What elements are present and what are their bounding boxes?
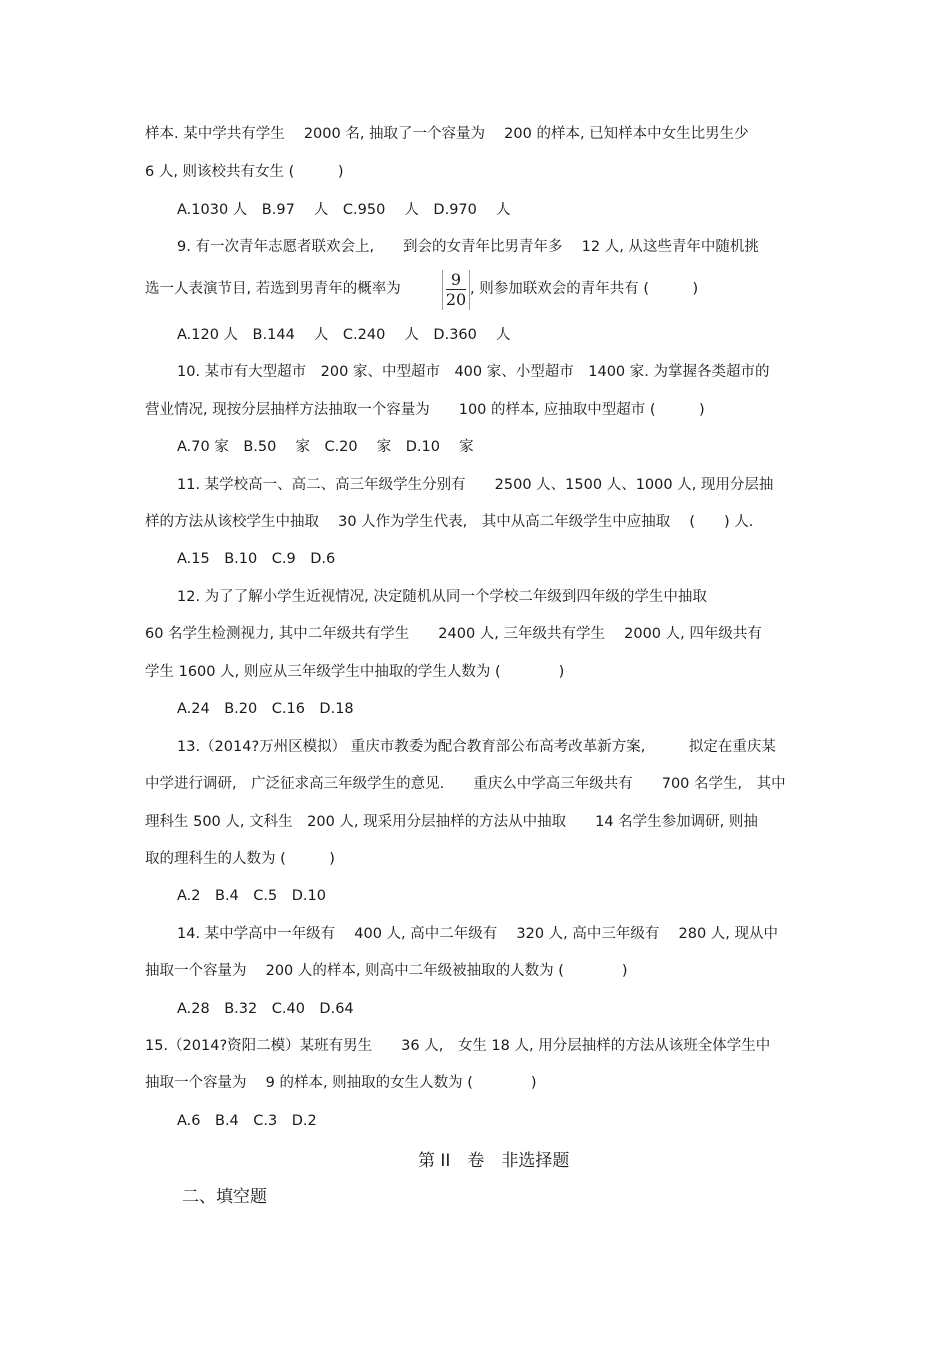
question-10: 10. 某市有大型超市 200 家、中型超市 400 家、小型超市 1400 家. 为掌握各类超市的 (177, 364, 770, 380)
text-line: , 则参加联欢会的青年共有 ( ) (470, 281, 699, 297)
text-line: 学生 1600 人, 则应从三年级学生中抽取的学生人数为 ( ) (145, 664, 565, 680)
question-9: 9. 有一次青年志愿者联欢会上, 到会的女青年比男青年多 12 人, 从这些青年中随机挑 (177, 239, 759, 255)
text-line: 中学进行调研, 广泛征求高三年级学生的意见. 重庆么中学高三年级共有 700 名学生, 其中 (145, 776, 786, 792)
answer-options: A.15 B.10 C.9 D.6 (177, 551, 336, 567)
question-14: 14. 某中学高中一年级有 400 人, 高中二年级有 320 人, 高中三年级有 280 人, 现从中 (177, 926, 779, 942)
question-12: 12. 为了了解小学生近视情况, 决定随机从同一个学校二年级到四年级的学生中抽取 (177, 589, 707, 605)
probability-fraction (442, 270, 470, 310)
text-line: 6 人, 则该校共有女生 ( ) (145, 164, 344, 180)
text-line: 取的理科生的人数为 ( ) (145, 851, 335, 867)
question-13: 13.（2014?万州区模拟） 重庆市教委为配合教育部公布高考改革新方案, 拟定在重庆某 (177, 739, 776, 755)
text-line: 样本. 某中学共有学生 2000 名, 抽取了一个容量为 200 的样本, 已知样本中女生比男生少 (145, 126, 749, 142)
text-line: 选一人表演节目, 若选到男青年的概率为 (145, 281, 401, 297)
answer-options: A.28 B.32 C.40 D.64 (177, 1001, 354, 1017)
fraction-numerator: 9 (450, 270, 462, 289)
text-line: 抽取一个容量为 200 人的样本, 则高中二年级被抽取的人数为 ( ) (145, 963, 628, 979)
answer-options: A.1030 人 B.97 人 C.950 人 D.970 人 (177, 202, 511, 218)
answer-options: A.120 人 B.144 人 C.240 人 D.360 人 (177, 327, 511, 343)
answer-options: A.70 家 B.50 家 C.20 家 D.10 家 (177, 439, 474, 455)
text-line: 营业情况, 现按分层抽样方法抽取一个容量为 100 的样本, 应抽取中型超市 ( ) (145, 402, 705, 418)
text-line: 60 名学生检测视力, 其中二年级共有学生 2400 人, 三年级共有学生 2000 人, 四年级共有 (145, 626, 762, 642)
answer-options: A.6 B.4 C.3 D.2 (177, 1113, 317, 1129)
answer-options: A.2 B.4 C.5 D.10 (177, 888, 326, 904)
text-line: 理科生 500 人, 文科生 200 人, 现采用分层抽样的方法从中抽取 14 名学生参加调研, 则抽 (145, 814, 758, 830)
section-title: 第 II 卷 非选择题 (418, 1151, 570, 1171)
subsection-title: 二、填空题 (182, 1187, 267, 1207)
text-line: 样的方法从该校学生中抽取 30 人作为学生代表, 其中从高二年级学生中应抽取 ( ) 人. (145, 514, 754, 530)
fraction-denominator: 20 (445, 290, 467, 309)
question-15: 15.（2014?资阳二模）某班有男生 36 人, 女生 18 人, 用分层抽样的方法从该班全体学生中 (145, 1038, 771, 1054)
answer-options: A.24 B.20 C.16 D.18 (177, 701, 354, 717)
text-line: 抽取一个容量为 9 的样本, 则抽取的女生人数为 ( ) (145, 1075, 537, 1091)
question-11: 11. 某学校高一、高二、高三年级学生分别有 2500 人、1500 人、1000 人, 现用分层抽 (177, 477, 774, 493)
